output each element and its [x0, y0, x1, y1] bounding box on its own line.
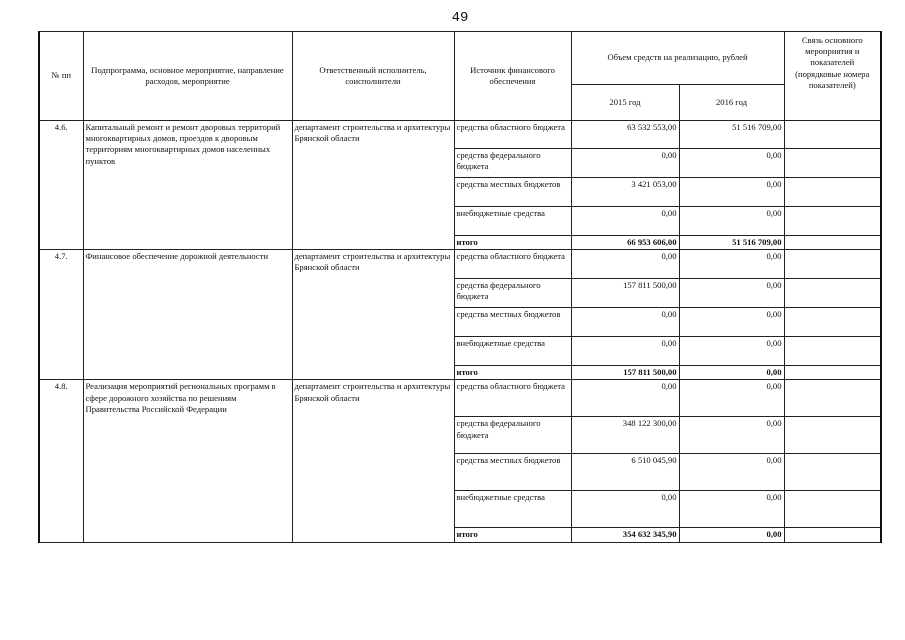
total-2015: 66 953 606,00: [571, 236, 679, 250]
funding-row: [39, 380, 881, 417]
amount-2016: 0,00: [679, 308, 784, 337]
header-year-2015: 2015 год: [571, 85, 679, 121]
amount-2015: 0,00: [571, 207, 679, 236]
funding-source: средства областного бюджета: [454, 250, 571, 279]
amount-2016: 0,00: [679, 454, 784, 491]
amount-2015: 157 811 500,00: [571, 279, 679, 308]
header-row: [39, 32, 881, 85]
amount-2016: 0,00: [679, 337, 784, 366]
funding-source: средства местных бюджетов: [454, 178, 571, 207]
header-num: № пп: [39, 32, 83, 121]
page-number: 49: [451, 10, 469, 26]
amount-2016: 0,00: [679, 380, 784, 417]
indicator-link: [784, 417, 881, 454]
total-2016: 51 516 709,00: [679, 236, 784, 250]
header-year-2016: 2016 год: [679, 85, 784, 121]
funding-source: средства местных бюджетов: [454, 454, 571, 491]
indicator-link: [784, 178, 881, 207]
item-executor: департамент строительства и архитектуры Брянской области: [292, 121, 454, 250]
item-program: Капитальный ремонт и ремонт дворовых территорий многоквартирных домов, проездов к дворовым территориям многоквартирных домов населенных пунктов: [83, 121, 292, 250]
table-body: [39, 121, 881, 543]
amount-2015: 0,00: [571, 491, 679, 528]
header-volume: Объем средств на реализацию, рублей: [571, 32, 784, 85]
indicator-link: [784, 149, 881, 178]
funding-source: средства местных бюджетов: [454, 308, 571, 337]
funding-source: средства областного бюджета: [454, 380, 571, 417]
amount-2016: 0,00: [679, 207, 784, 236]
amount-2015: 63 532 553,00: [571, 121, 679, 149]
indicator-link: [784, 366, 881, 380]
item-executor: департамент строительства и архитектуры Брянской области: [292, 250, 454, 380]
item-number: 4.7.: [39, 250, 83, 380]
amount-2016: 0,00: [679, 279, 784, 308]
indicator-link: [784, 491, 881, 528]
funding-source: средства федерального бюджета: [454, 417, 571, 454]
funding-source: внебюджетные средства: [454, 491, 571, 528]
indicator-link: [784, 279, 881, 308]
funding-source: средства федерального бюджета: [454, 149, 571, 178]
indicator-link: [784, 454, 881, 491]
header-link: Связь основного мероприятия и показателей (порядковые номера показателей): [784, 32, 881, 121]
total-label: итого: [454, 528, 571, 542]
amount-2015: 348 122 300,00: [571, 417, 679, 454]
item-number: 4.8.: [39, 380, 83, 542]
item-program: Реализация мероприятий региональных программ в сфере дорожного хозяйства по решениям Правительства Российской Федерации: [83, 380, 292, 542]
indicator-link: [784, 528, 881, 542]
amount-2015: 6 510 045,90: [571, 454, 679, 491]
indicator-link: [784, 380, 881, 417]
item-executor: департамент строительства и архитектуры Брянской области: [292, 380, 454, 542]
funding-row: [39, 250, 881, 279]
amount-2016: 0,00: [679, 250, 784, 279]
item-number: 4.6.: [39, 121, 83, 250]
header-executor: Ответственный исполнитель, соисполнители: [292, 32, 454, 121]
indicator-link: [784, 337, 881, 366]
header-program: Подпрограмма, основное мероприятие, направление расходов, мероприятие: [83, 32, 292, 121]
total-2016: 0,00: [679, 366, 784, 380]
total-2015: 157 811 500,00: [571, 366, 679, 380]
total-2016: 0,00: [679, 528, 784, 542]
amount-2015: 0,00: [571, 250, 679, 279]
funding-source: внебюджетные средства: [454, 207, 571, 236]
amount-2015: 3 421 053,00: [571, 178, 679, 207]
indicator-link: [784, 207, 881, 236]
amount-2016: 51 516 709,00: [679, 121, 784, 149]
funding-source: внебюджетные средства: [454, 337, 571, 366]
total-label: итого: [454, 366, 571, 380]
total-label: итого: [454, 236, 571, 250]
budget-table: [38, 31, 882, 543]
amount-2015: 0,00: [571, 380, 679, 417]
indicator-link: [784, 250, 881, 279]
header-source: Источник финансового обеспечения: [454, 32, 571, 121]
amount-2015: 0,00: [571, 149, 679, 178]
amount-2016: 0,00: [679, 417, 784, 454]
funding-row: [39, 121, 881, 149]
amount-2015: 0,00: [571, 308, 679, 337]
amount-2016: 0,00: [679, 149, 784, 178]
indicator-link: [784, 308, 881, 337]
amount-2016: 0,00: [679, 178, 784, 207]
amount-2015: 0,00: [571, 337, 679, 366]
item-program: Финансовое обеспечение дорожной деятельности: [83, 250, 292, 380]
total-2015: 354 632 345,90: [571, 528, 679, 542]
funding-source: средства областного бюджета: [454, 121, 571, 149]
indicator-link: [784, 236, 881, 250]
amount-2016: 0,00: [679, 491, 784, 528]
funding-source: средства федерального бюджета: [454, 279, 571, 308]
indicator-link: [784, 121, 881, 149]
